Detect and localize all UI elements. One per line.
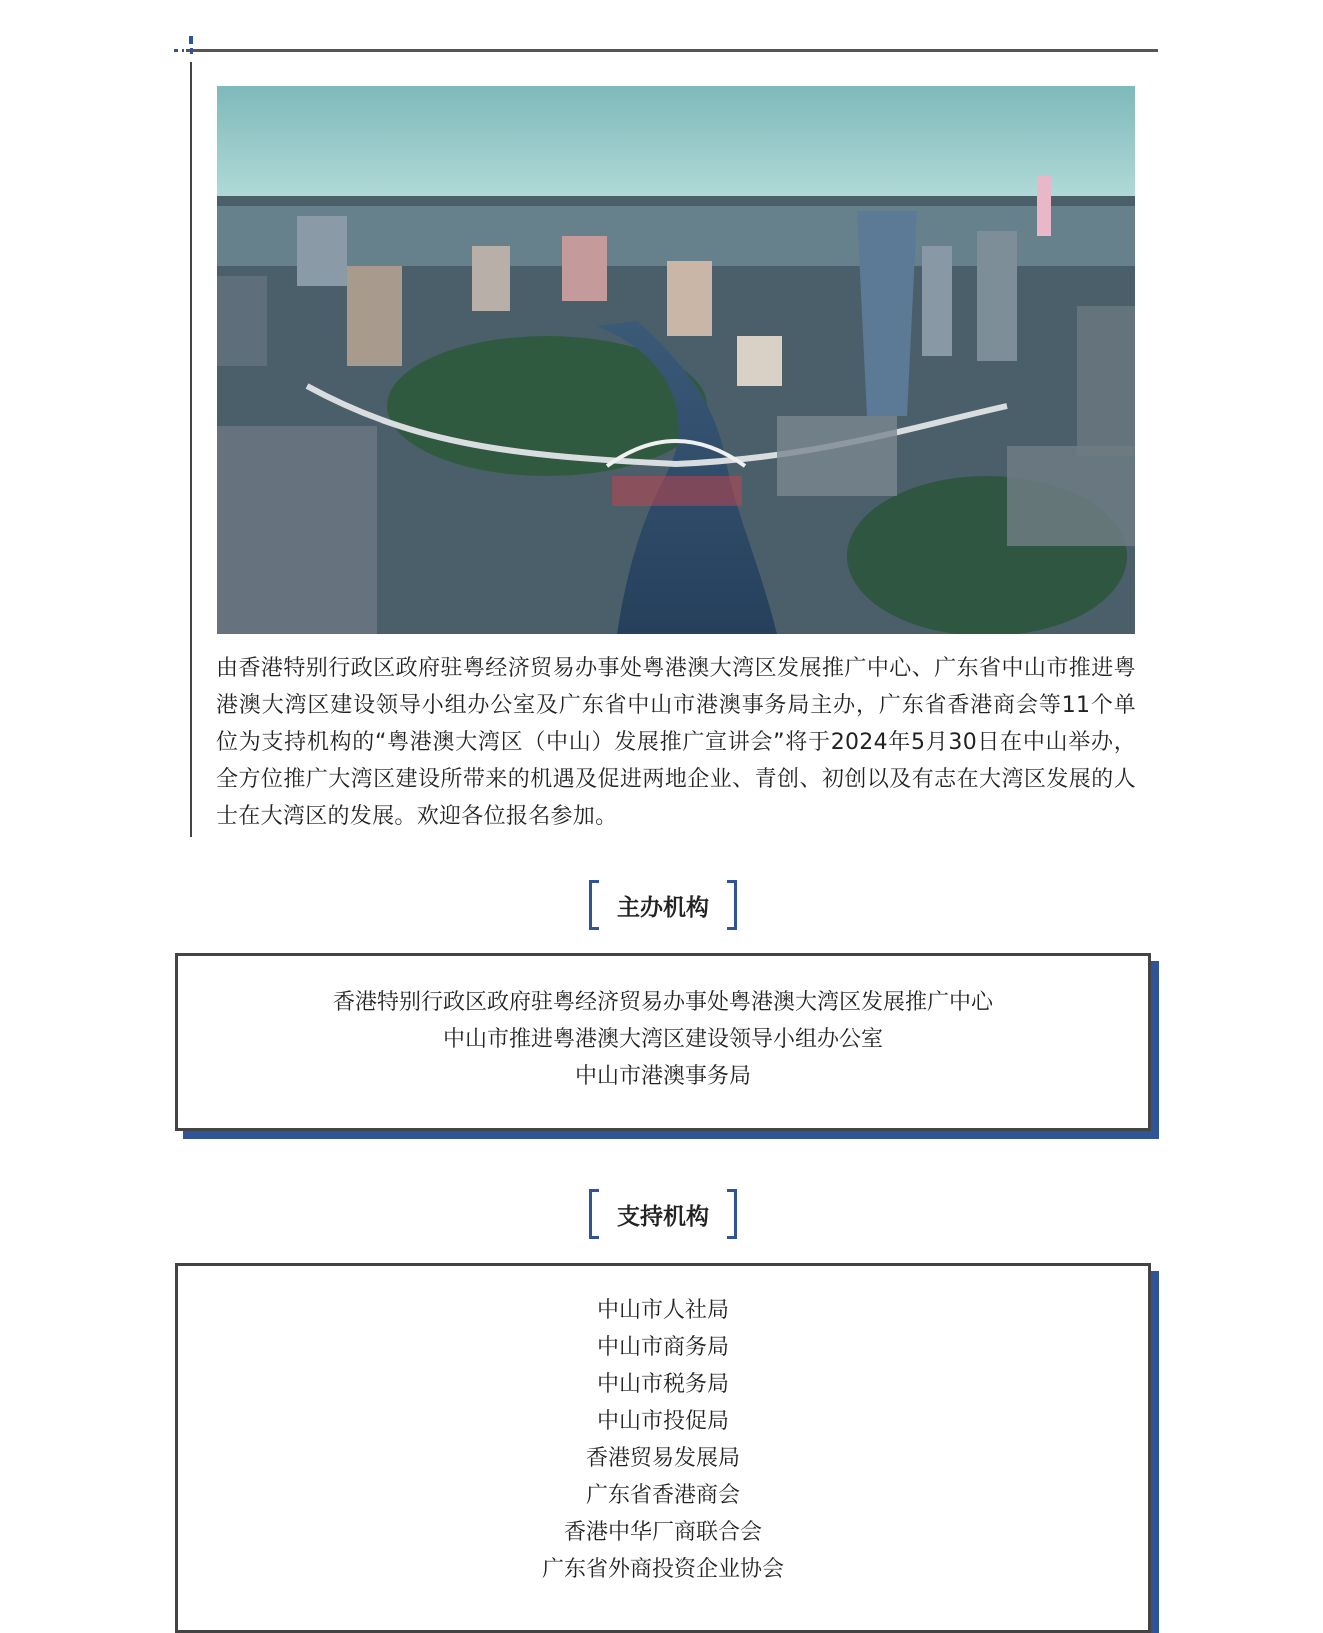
organizer-item: 中山市港澳事务局 bbox=[574, 1064, 751, 1089]
bracket-right bbox=[727, 1189, 737, 1239]
organizer-item: 香港特别行政区政府驻粤经济贸易办事处粤港澳大湾区发展推广中心 bbox=[332, 990, 993, 1015]
supporter-item: 中山市投促局 bbox=[596, 1409, 729, 1434]
bracket-left bbox=[589, 880, 599, 930]
vertical-divider bbox=[190, 62, 192, 837]
supporters-box bbox=[175, 1263, 1151, 1633]
supporter-item: 广东省外商投资企业协会 bbox=[541, 1557, 784, 1582]
intro-paragraph: 由香港特别行政区政府驻粤经济贸易办事处粤港澳大湾区发展推广中心、广东省中山市推进粤港澳大湾区建设领导小组办公室及广东省中山市港澳事务局主办，广东省香港商会等11个单位为支持机构的“粤港澳大湾区（中山）发展推广宣讲会”将于2024年5月30日在中山举办，全方位推广大湾区建设所带来的机遇及促进两地企业、青创、初创以及有志在大湾区发展的人士在大湾区的发展。欢迎各位报名参加。 bbox=[216, 656, 1136, 829]
supporter-item: 中山市人社局 bbox=[596, 1298, 729, 1323]
organizers-box bbox=[175, 953, 1151, 1131]
vertical-accent bbox=[190, 48, 193, 54]
vertical-accent bbox=[189, 36, 193, 44]
bracket-left bbox=[589, 1189, 599, 1239]
supporter-item: 香港贸易发展局 bbox=[585, 1446, 740, 1471]
divider-accent bbox=[174, 49, 178, 52]
supporter-item: 广东省香港商会 bbox=[585, 1483, 740, 1508]
top-divider bbox=[186, 49, 1158, 52]
organizer-item: 中山市推进粤港澳大湾区建设领导小组办公室 bbox=[442, 1027, 883, 1052]
supporters-heading bbox=[589, 1189, 737, 1239]
supporters-heading-text: 支持机构 bbox=[617, 1203, 709, 1230]
divider-accent bbox=[182, 49, 184, 52]
supporter-item: 香港中华厂商联合会 bbox=[563, 1520, 762, 1545]
supporter-item: 中山市税务局 bbox=[596, 1372, 729, 1397]
supporter-item: 中山市商务局 bbox=[596, 1335, 729, 1360]
bracket-right bbox=[727, 880, 737, 930]
organizers-heading-text: 主办机构 bbox=[617, 894, 709, 921]
organizers-heading bbox=[589, 880, 737, 930]
city-aerial-photo bbox=[217, 86, 1135, 634]
